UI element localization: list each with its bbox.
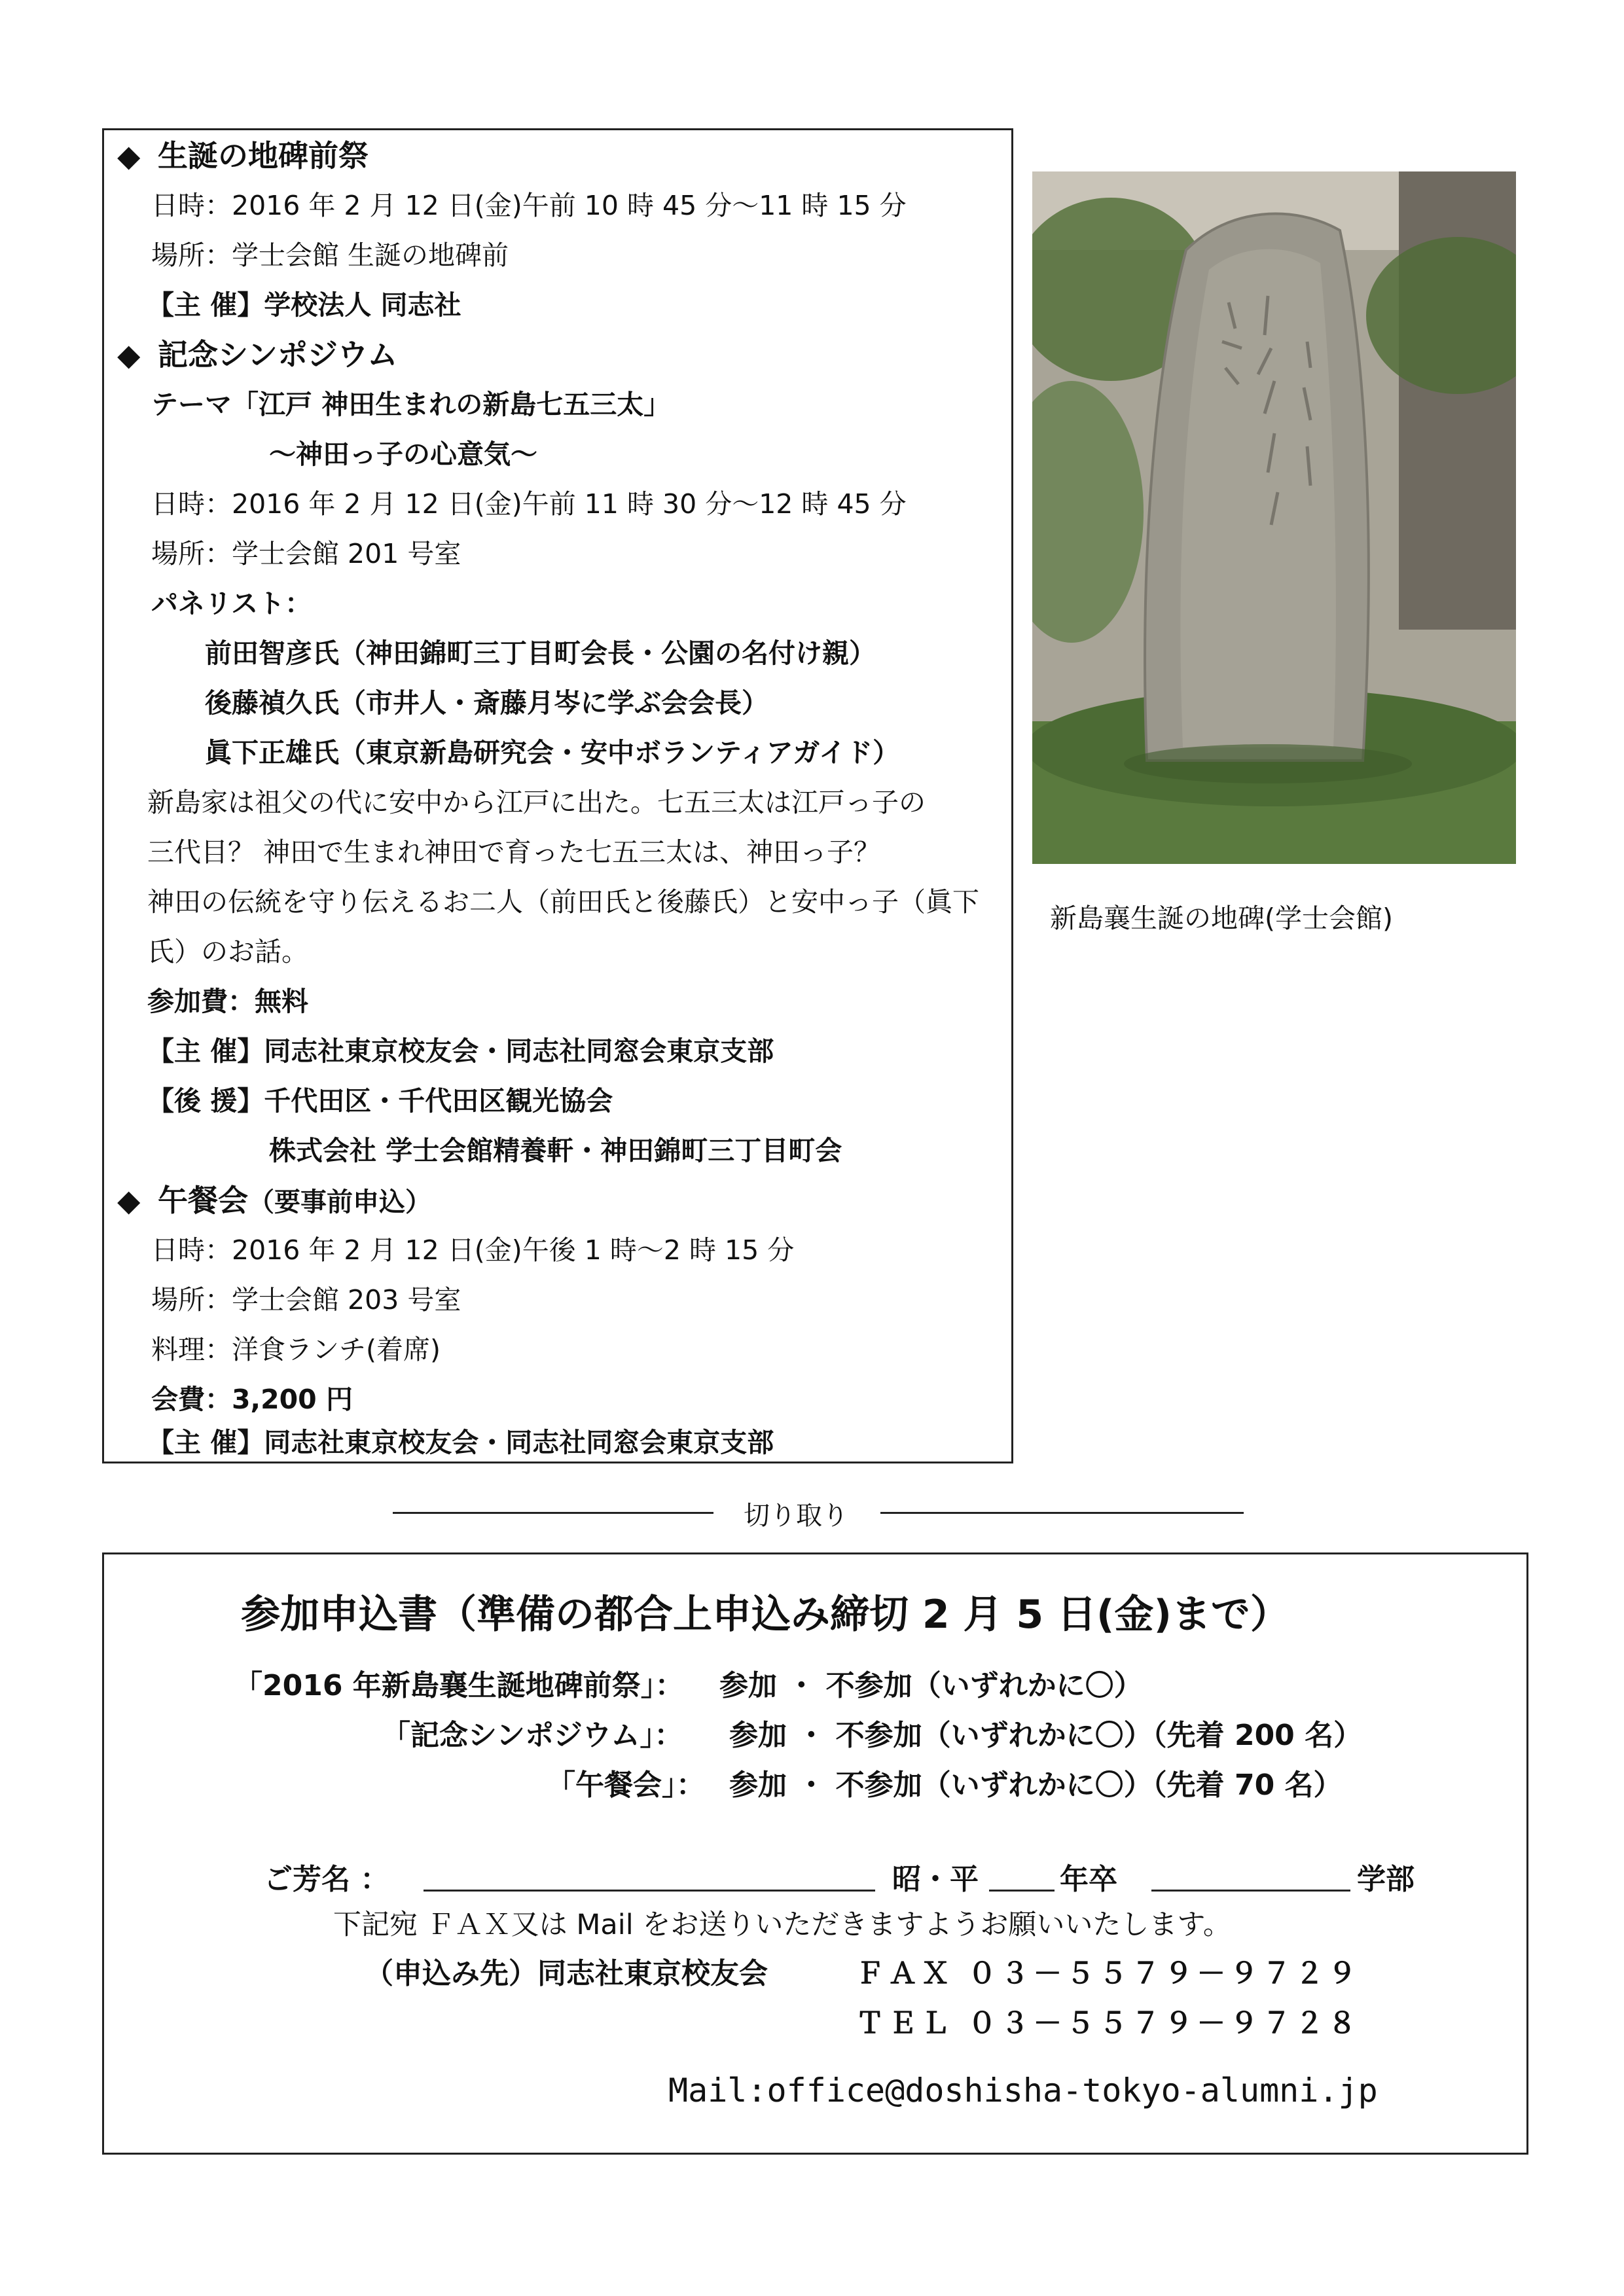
symposium-description-line: 新島家は祖父の代に安中から江戸に出た。七五三太は江戸っ子の	[147, 787, 926, 818]
tel-number: ＴＥＬ ０３－５５７９－９７２８	[856, 2007, 1361, 2040]
symposium-theme: テーマ「江戸 神田生まれの新島七五三太」	[151, 389, 671, 420]
symposium-fee: 参加費：無料	[147, 986, 308, 1017]
panelist-item: 前田智彦氏（神田錦町三丁目町会長・公園の名付け親）	[205, 637, 876, 669]
luncheon-heading-note: （要事前申込）	[248, 1187, 431, 1217]
luncheon-place: 場所：学士会館 203 号室	[151, 1284, 461, 1316]
symposium-heading: 記念シンポジウム	[158, 337, 398, 372]
option-luncheon-label: 「午餐会」：	[547, 1768, 705, 1802]
ceremony-datetime: 日時：2016 年 2 月 12 日(金)午前 10 時 45 分～11 時 15 分	[151, 190, 907, 221]
ceremony-place: 場所：学士会館 生誕の地碑前	[151, 240, 509, 271]
diamond-bullet-icon: ◆	[117, 337, 141, 372]
symposium-subtheme: ～神田っ子の心意気～	[269, 439, 537, 470]
symposium-place: 場所：学士会館 201 号室	[151, 538, 461, 569]
ceremony-heading: 生誕の地碑前祭	[158, 138, 369, 173]
destination-label: （申込み先）同志社東京校友会	[365, 1957, 768, 1990]
panelist-item: 後藤禎久氏（市井人・斎藤月岑に学ぶ会会長）	[205, 687, 768, 719]
symposium-host: 【主 催】同志社東京校友会・同志社同窓会東京支部	[147, 1035, 774, 1067]
luncheon-menu: 料理：洋食ランチ(着席)	[151, 1334, 441, 1365]
era-label: 昭・平	[892, 1863, 979, 1896]
mail-address[interactable]: Mail:office@doshisha-tokyo-alumni.jp	[668, 2072, 1378, 2109]
monument-image	[1032, 171, 1516, 864]
application-form	[102, 1552, 1528, 2155]
diamond-bullet-icon: ◆	[117, 1183, 141, 1218]
luncheon-datetime: 日時：2016 年 2 月 12 日(金)午後 1 時～2 時 15 分	[151, 1234, 795, 1266]
option-symposium-label: 「記念シンポジウム」：	[382, 1719, 683, 1752]
symposium-description-line: 三代目？ 神田で生まれ神田で育った七五三太は、神田っ子？	[147, 836, 881, 868]
ceremony-host: 【主 催】学校法人 同志社	[147, 289, 461, 321]
cut-line-right	[880, 1512, 1244, 1514]
section-ceremony	[117, 139, 369, 172]
luncheon-host: 【主 催】同志社東京校友会・同志社同窓会東京支部	[147, 1427, 774, 1458]
cut-label: 切り取り	[744, 1501, 848, 1531]
name-label: ご芳名 ：	[264, 1863, 389, 1896]
form-title: 参加申込書（準備の都合上申込み締切 2 月 5 日(金)まで）	[241, 1592, 1290, 1638]
monument-photo	[1032, 171, 1516, 864]
panelists-label: パネリスト：	[151, 588, 312, 619]
diamond-bullet-icon: ◆	[117, 138, 141, 173]
photo-caption: 新島襄生誕の地碑(学士会館)	[1050, 903, 1393, 934]
name-input-line[interactable]	[424, 1890, 875, 1892]
grad-year-input-line[interactable]	[989, 1890, 1055, 1892]
cut-line-left	[393, 1512, 713, 1514]
option-ceremony-label: 「2016 年新島襄生誕地碑前祭」：	[234, 1669, 684, 1702]
option-luncheon-choice[interactable]: 参加 ・ 不参加（いずれかに〇）（先着 70 名）	[729, 1768, 1343, 1802]
option-symposium-choice[interactable]: 参加 ・ 不参加（いずれかに〇）（先着 200 名）	[729, 1719, 1363, 1752]
panelist-item: 眞下正雄氏（東京新島研究会・安中ボランティアガイド）	[205, 737, 900, 768]
faculty-label: 学部	[1357, 1863, 1415, 1896]
fax-number: ＦＡＸ ０３－５５７９－９７２９	[856, 1957, 1361, 1990]
option-ceremony-choice[interactable]: 参加 ・ 不参加（いずれかに〇）	[719, 1669, 1143, 1702]
luncheon-fee: 会費：3,200 円	[151, 1384, 353, 1415]
symposium-support: 【後 援】千代田区・千代田区観光協会	[147, 1085, 613, 1117]
symposium-description-line: 氏）のお話。	[147, 936, 308, 967]
grad-label: 年卒	[1060, 1863, 1117, 1896]
symposium-support-cont: 株式会社 学士会館精養軒・神田錦町三丁目町会	[269, 1135, 842, 1166]
section-symposium	[117, 338, 397, 371]
symposium-description-line: 神田の伝統を守り伝えるお二人（前田氏と後藤氏）と安中っ子（眞下	[147, 886, 979, 918]
symposium-datetime: 日時：2016 年 2 月 12 日(金)午前 11 時 30 分～12 時 45 分	[151, 488, 907, 520]
luncheon-heading: 午餐会	[158, 1183, 248, 1218]
event-info-box	[102, 128, 1013, 1463]
faculty-input-line[interactable]	[1151, 1890, 1350, 1892]
section-luncheon	[117, 1184, 431, 1219]
submission-note: 下記宛 ＦＡＸ又は Mail をお送りいただきますようお願いいたします。	[333, 1909, 1231, 1941]
